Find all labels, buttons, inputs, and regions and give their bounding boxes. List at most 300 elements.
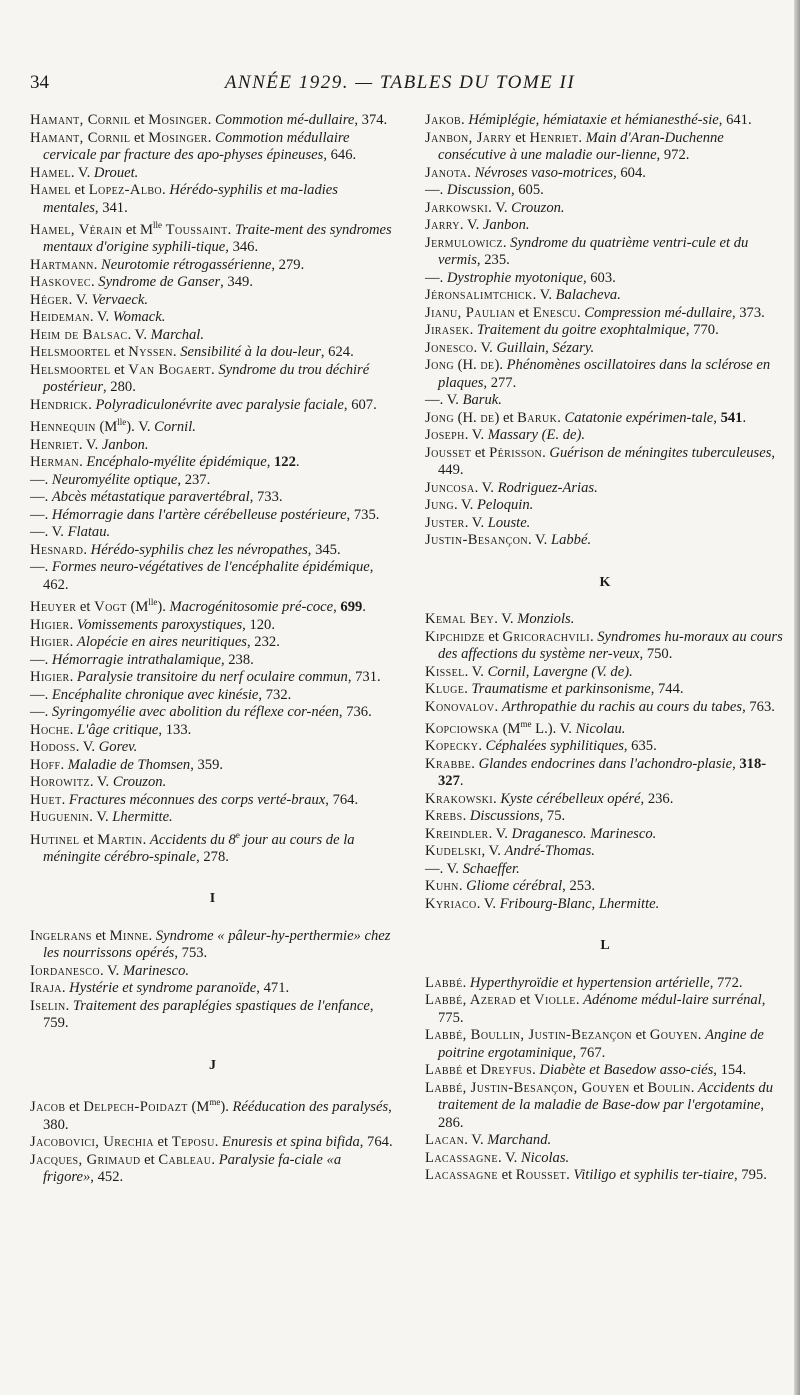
author-name: Cableau — [158, 1151, 212, 1168]
entry-title: Accidents du 8 — [149, 831, 236, 848]
entry-title: Main d'Aran-Duchenne consécutive à une maladie our-lienne — [438, 129, 724, 163]
entry-text: . V. — [89, 809, 113, 826]
entry-text: et — [65, 1099, 84, 1116]
entry-text: . — [464, 681, 472, 697]
entry-text: , 449. — [438, 444, 776, 478]
entry-text: , 795. — [734, 1167, 767, 1184]
section-letter: L — [600, 938, 610, 954]
entry-title: Neurotomie rétrogassérienne — [101, 256, 272, 273]
entry-title: Glandes endocrines dans l'achondro-plasie — [478, 755, 733, 772]
entry-text: . — [532, 1062, 540, 1079]
index-entry — [425, 322, 785, 340]
entry-text: . — [478, 738, 486, 755]
author-name: Krebs — [425, 808, 463, 825]
entry-title: Paralysie fa-ciale «a frigore» — [43, 1151, 342, 1186]
index-entry — [425, 340, 785, 358]
entry-title: Marchand. — [487, 1132, 552, 1149]
entry-text: . V. — [474, 479, 498, 496]
entry-text: et — [515, 304, 533, 321]
index-entry — [30, 1134, 395, 1152]
entry-title: Syndromes hu-moraux au cours des affections du système ner-veux — [438, 628, 783, 662]
author-name: Juster — [425, 514, 465, 531]
entry-text: , 238. — [220, 651, 254, 668]
entry-text: . V. — [99, 962, 123, 979]
entry-text: . — [589, 628, 598, 645]
index-entry — [425, 716, 785, 738]
entry-text: . V. — [89, 309, 113, 326]
entry-text: . V. — [78, 436, 102, 453]
entry-title: Crouzon. — [112, 774, 167, 791]
entry-text: , 235. — [476, 252, 510, 268]
entry-text: , 607. — [343, 396, 377, 413]
entry-text: , 635. — [623, 738, 657, 755]
author-name: Higier — [30, 616, 70, 633]
entry-title: Vervaeck. — [91, 291, 148, 308]
entry-text: . — [742, 409, 747, 426]
index-entry — [30, 165, 395, 183]
entry-title: Janbon. — [101, 436, 149, 453]
entry-title: Rééducation des paralysés — [232, 1099, 389, 1116]
entry-title: Janbon. — [482, 217, 530, 233]
entry-title: Massary (E. de). — [487, 427, 586, 443]
index-entry — [425, 445, 785, 480]
index-entry — [425, 497, 785, 515]
entry-text: . — [69, 616, 77, 633]
author-name: Haskovec — [30, 274, 91, 291]
index-entry — [30, 757, 395, 775]
entry-text: et — [484, 628, 503, 645]
entry-title: jour au cours de la méningite cérébro-spinale — [43, 831, 355, 865]
entry-title: Traitement des paraplégies spastiques de l'enfance — [72, 997, 370, 1014]
entry-text: , 120. — [242, 616, 275, 633]
author-name: Jonesco — [425, 339, 474, 356]
entry-text: . — [493, 790, 501, 807]
entry-text: . — [93, 256, 101, 273]
entry-text: ). — [494, 357, 507, 373]
entry-text: . — [142, 831, 150, 848]
author-name: Jarkowski — [425, 199, 489, 216]
entry-text: . — [211, 1151, 219, 1168]
index-entry — [425, 861, 785, 879]
page-header — [30, 72, 770, 102]
entry-text: . — [575, 992, 584, 1009]
entry-title: Hémiplégie, hémiataxie et hémianesthé-sie — [468, 112, 719, 128]
entry-text: , 236. — [640, 790, 674, 807]
author-name: Kudelski — [425, 843, 482, 860]
author-name: Kipchidze — [425, 628, 485, 645]
author-name: Kemal Bey — [425, 611, 495, 627]
index-entry — [30, 507, 395, 525]
page-ref-bold: 541 — [720, 409, 743, 426]
author-name: Vogt — [94, 599, 127, 616]
entry-text: et — [110, 361, 129, 378]
page-ref-bold: 122 — [273, 454, 296, 471]
entry-text: , V. — [481, 843, 505, 860]
author-name: Jakob — [425, 112, 462, 128]
index-entry — [425, 611, 785, 629]
entry-text: . V. — [89, 774, 113, 791]
entry-text: . — [578, 129, 586, 146]
entry-text: lle — [117, 417, 127, 428]
entry-text: , 764. — [359, 1134, 393, 1151]
entry-title: Draganesco. Marinesco. — [511, 825, 657, 842]
author-name: Hamant, Cornil — [30, 112, 131, 128]
entry-title: Syndrome de Ganser — [98, 274, 221, 291]
index-entry — [425, 532, 785, 550]
author-name: Violle — [534, 992, 576, 1009]
entry-text: , 346. — [225, 239, 259, 256]
entry-text: , 744. — [650, 681, 684, 697]
index-entry — [425, 287, 785, 305]
index-entry — [425, 791, 785, 809]
entry-text: . — [697, 1027, 706, 1044]
entry-text: , 286. — [438, 1097, 765, 1131]
entry-title: Louste. — [487, 514, 531, 531]
author-name: Krakowski — [425, 790, 494, 807]
author-name: Huet — [30, 791, 62, 808]
entry-text: . — [65, 997, 73, 1014]
entry-text: , 277. — [483, 374, 517, 391]
entry-text: , 471. — [256, 980, 290, 997]
entry-title: Enuresis et spina bifida — [222, 1134, 360, 1151]
entry-text: (M — [126, 599, 149, 616]
author-name: Jacques, Grimaud — [30, 1151, 141, 1168]
index-entry — [30, 292, 395, 310]
index-entry — [425, 200, 785, 218]
author-name: Janbon, Jarry — [425, 129, 512, 146]
entry-title: Hystérie et syndrome paranoïde — [69, 980, 257, 997]
entry-title: Guérison de méningites tuberculeuses — [549, 444, 772, 461]
entry-title: Womack. — [112, 309, 166, 326]
entry-text: . — [461, 112, 469, 128]
author-name: Hamel — [30, 182, 71, 198]
entry-text: , — [732, 755, 740, 772]
entry-text: —. V. — [30, 524, 68, 541]
entry-text: , 736. — [338, 704, 372, 721]
author-name: de — [480, 409, 495, 426]
entry-title: Sensibilité à la dou-leur — [180, 344, 321, 361]
entry-title: Monziols. — [517, 611, 575, 627]
author-name: Kyriaco — [425, 895, 477, 912]
index-entry — [30, 722, 395, 740]
entry-text: lle — [153, 220, 163, 230]
author-name: Mosinger — [148, 129, 208, 146]
entry-text: , 462. — [43, 559, 374, 593]
entry-text: et — [516, 992, 534, 1009]
entry-title: Maladie de Thomsen — [67, 756, 191, 773]
entry-text: et — [130, 129, 149, 146]
index-entry — [425, 629, 785, 664]
entry-text: , 733. — [249, 489, 283, 506]
entry-title: Hérédo-syphilis chez les névropathes — [90, 541, 308, 558]
index-entry — [425, 270, 785, 288]
author-name: Jianu, Paulian — [425, 304, 516, 321]
index-entry — [425, 1062, 785, 1080]
index-entry — [30, 669, 395, 687]
entry-text: , 280. — [103, 379, 136, 396]
entry-title: Commotion mé-dullaire — [215, 112, 355, 128]
entry-title: Compression mé-dullaire — [584, 304, 732, 321]
entry-text: —. — [425, 182, 447, 198]
author-name: Labbé, Boullin, Justin-Bezançon — [425, 1027, 633, 1044]
entry-text: , 624. — [320, 344, 354, 361]
entry-title: Encéphalo-myélite épidémique — [86, 454, 267, 471]
entry-text: , — [333, 599, 341, 616]
entry-text: . — [211, 361, 219, 378]
author-name: Lacassagne — [425, 1149, 498, 1166]
entry-text: . — [362, 599, 366, 616]
entry-title: Guillain, Sézary. — [496, 339, 595, 356]
entry-text: , 75. — [539, 808, 566, 825]
author-name: Jacobovici, Urechia — [30, 1134, 154, 1151]
author-name: Hamel, Vérain — [30, 221, 123, 238]
entry-text: . — [162, 182, 170, 198]
entry-title: Cornil, Lavergne (V. de). — [487, 663, 633, 680]
author-name: Delpech-Poidazt — [83, 1099, 188, 1116]
index-entry — [425, 975, 785, 993]
index-entry — [425, 217, 785, 235]
entry-text: , 764. — [325, 791, 359, 808]
entry-text: . — [79, 454, 87, 471]
entry-text: . — [502, 234, 511, 251]
entry-text: , 775. — [438, 992, 766, 1026]
entry-text: . V. — [464, 514, 488, 531]
entry-title: Marinesco. — [122, 962, 190, 979]
author-name: Lacan — [425, 1132, 465, 1149]
entry-text: . — [459, 773, 464, 790]
entry-text: —. V. — [425, 860, 463, 877]
index-entry — [30, 980, 395, 998]
index-entry — [425, 410, 785, 428]
author-name: Kuhn — [425, 878, 459, 895]
entry-title: Angine de poitrine ergotaminique — [438, 1027, 764, 1061]
author-name: Lopez-Albo — [88, 182, 163, 198]
entry-text: —. — [30, 471, 52, 488]
entry-text: , 753. — [174, 945, 208, 962]
author-name: Gricorachvili — [502, 628, 590, 645]
entry-text: et — [130, 112, 149, 128]
author-name: Heim de Balsac — [30, 326, 128, 343]
author-name: Heideman — [30, 309, 90, 326]
author-name: Jéronsalimtchick — [425, 287, 533, 303]
author-name: Huguenin — [30, 809, 90, 826]
index-entry — [30, 704, 395, 722]
index-column-left — [30, 112, 395, 1187]
author-name: Rousset — [515, 1167, 567, 1184]
index-entry — [425, 896, 785, 914]
page-number: 34 — [30, 72, 49, 93]
index-entry — [30, 327, 395, 345]
entry-text: , 349. — [220, 274, 253, 291]
running-title: ANNÉE 1929. — TABLES DU TOME II — [224, 72, 576, 93]
entry-text: —. — [30, 506, 52, 523]
entry-text: . — [542, 444, 550, 461]
index-entry — [30, 809, 395, 827]
index-entry — [425, 1080, 785, 1133]
index-entry — [30, 687, 395, 705]
entry-text: et — [79, 831, 98, 848]
entry-text: . — [458, 878, 467, 895]
entry-text: et — [110, 344, 129, 361]
index-entry — [425, 699, 785, 717]
entry-text: . V. — [473, 339, 497, 356]
author-name: Heuyer — [30, 599, 77, 616]
entry-text: , 759. — [43, 997, 374, 1032]
index-entry — [30, 559, 395, 594]
author-name: Héger — [30, 291, 69, 308]
index-entry — [30, 454, 395, 472]
index-entry — [425, 112, 785, 130]
entry-text: . — [227, 221, 235, 238]
entry-text: (H. — [453, 409, 481, 426]
entry-text: . — [69, 721, 78, 738]
author-name: Martin — [97, 831, 143, 848]
index-entry — [425, 1150, 785, 1168]
entry-text: —. — [30, 704, 52, 721]
entry-text: me — [209, 1097, 221, 1108]
entry-text: . — [88, 396, 96, 413]
entry-title: Flatau. — [67, 524, 111, 541]
entry-text: L.). V. — [531, 720, 576, 737]
section-letter: I — [209, 891, 216, 907]
entry-text: . — [557, 409, 565, 426]
index-entry — [30, 542, 395, 560]
entry-text: et — [497, 1167, 516, 1184]
entry-text: . — [462, 808, 470, 825]
index-entry — [30, 414, 395, 436]
entry-text: , 732. — [258, 686, 292, 703]
index-entry — [30, 774, 395, 792]
author-name: Jong — [425, 409, 454, 426]
entry-text: —. — [30, 559, 52, 576]
entry-text: et M — [122, 221, 154, 238]
entry-text: , 380. — [43, 1099, 392, 1133]
entry-text: . V. — [459, 217, 483, 233]
entry-text: (H. — [453, 357, 481, 373]
index-entry — [30, 274, 395, 292]
author-name: Janota — [425, 164, 468, 181]
index-entry — [30, 617, 395, 635]
entry-text: , 603. — [582, 269, 616, 286]
author-name: Enescu — [532, 304, 577, 321]
entry-text: . — [469, 322, 477, 338]
entry-title: Nicolau. — [575, 720, 626, 737]
entry-text: . — [69, 634, 77, 651]
index-entry — [30, 827, 395, 867]
entry-title: Dystrophie myotonique — [446, 269, 583, 286]
entry-text: . — [60, 756, 68, 773]
entry-text: . — [61, 791, 69, 808]
index-entry — [30, 524, 395, 542]
entry-text: . — [690, 1079, 699, 1096]
entry-text: . V. — [497, 1149, 521, 1166]
index-entry — [30, 362, 395, 397]
entry-title: Abcès métastatique paravertébral — [51, 489, 250, 506]
index-entry — [425, 843, 785, 861]
index-entry — [30, 257, 395, 275]
index-entry — [425, 182, 785, 200]
index-entry — [425, 664, 785, 682]
entry-title: Neuromyélite optique — [51, 471, 178, 488]
author-name: Toussaint — [165, 221, 228, 238]
index-entry — [425, 392, 785, 410]
index-entry — [425, 480, 785, 498]
entry-title: Marchal. — [150, 326, 204, 343]
entry-text: . V. — [464, 427, 488, 443]
entry-text: , — [266, 454, 274, 471]
page-edge-shadow — [794, 0, 800, 1395]
entry-text: —. — [30, 651, 52, 668]
index-entry — [30, 1094, 395, 1134]
entry-text: , 646. — [323, 147, 357, 163]
author-name: Minne — [109, 927, 149, 944]
entry-title: Drouet. — [93, 164, 139, 181]
author-name: Iselin — [30, 997, 66, 1014]
author-name: Teposu — [171, 1134, 215, 1151]
page-ref-bold: 699 — [340, 599, 363, 616]
entry-text: . — [61, 980, 70, 997]
entry-text: . — [576, 304, 585, 321]
author-name: Jacob — [30, 1099, 66, 1116]
index-entry — [425, 681, 785, 699]
entry-text: , 374. — [354, 112, 388, 128]
entry-text: , 345. — [307, 541, 341, 558]
entry-text: , 770. — [685, 322, 719, 338]
author-name: Hoche — [30, 721, 70, 738]
entry-text: . V. — [488, 825, 512, 842]
index-entry — [30, 397, 395, 415]
index-entry — [425, 878, 785, 896]
section-letter: J — [209, 1057, 216, 1073]
entry-text: e — [235, 829, 240, 840]
entry-title: Vitiligo et syphilis ter-tiaire — [573, 1167, 735, 1184]
entry-text: . — [207, 129, 216, 146]
entry-title: Traitement du goitre exophtalmique — [476, 322, 686, 338]
index-entry — [30, 130, 395, 165]
index-entry — [425, 235, 785, 270]
author-name: Gouyen — [649, 1027, 698, 1044]
author-name: Hoff — [30, 756, 61, 773]
author-name: Helsmoortel — [30, 344, 111, 361]
entry-text: . V. — [70, 164, 94, 181]
entry-text: , 641. — [718, 112, 752, 128]
entry-text: (M — [187, 1099, 210, 1116]
author-name: Iordanesco — [30, 962, 100, 979]
author-name: Dreyfus — [480, 1062, 533, 1079]
entry-title: Vomissements paroxystiques — [76, 616, 243, 633]
entry-text: et — [511, 129, 530, 146]
entry-text: . V. — [527, 532, 551, 548]
entry-text: . V. — [532, 287, 556, 303]
author-name: de — [480, 357, 495, 373]
author-name: Nyssen — [128, 344, 173, 361]
entry-title: Crouzon. — [511, 199, 565, 216]
author-name: Herman — [30, 454, 80, 471]
entry-text: —. — [30, 489, 52, 506]
entry-text: . V. — [464, 1132, 488, 1149]
author-name: Henriet — [30, 436, 79, 453]
entry-title: Hémorragie dans l'artère cérébelleuse postérieure — [51, 506, 347, 523]
index-entry — [30, 634, 395, 652]
entry-text: . — [90, 274, 99, 291]
index-entry — [425, 738, 785, 756]
entry-title: Lhermitte. — [112, 809, 173, 826]
author-name: Kluge — [425, 681, 465, 697]
entry-text: . — [494, 698, 502, 715]
author-name: Ingelrans — [30, 927, 92, 944]
index-entry — [30, 489, 395, 507]
entry-text: . V. — [75, 739, 99, 756]
